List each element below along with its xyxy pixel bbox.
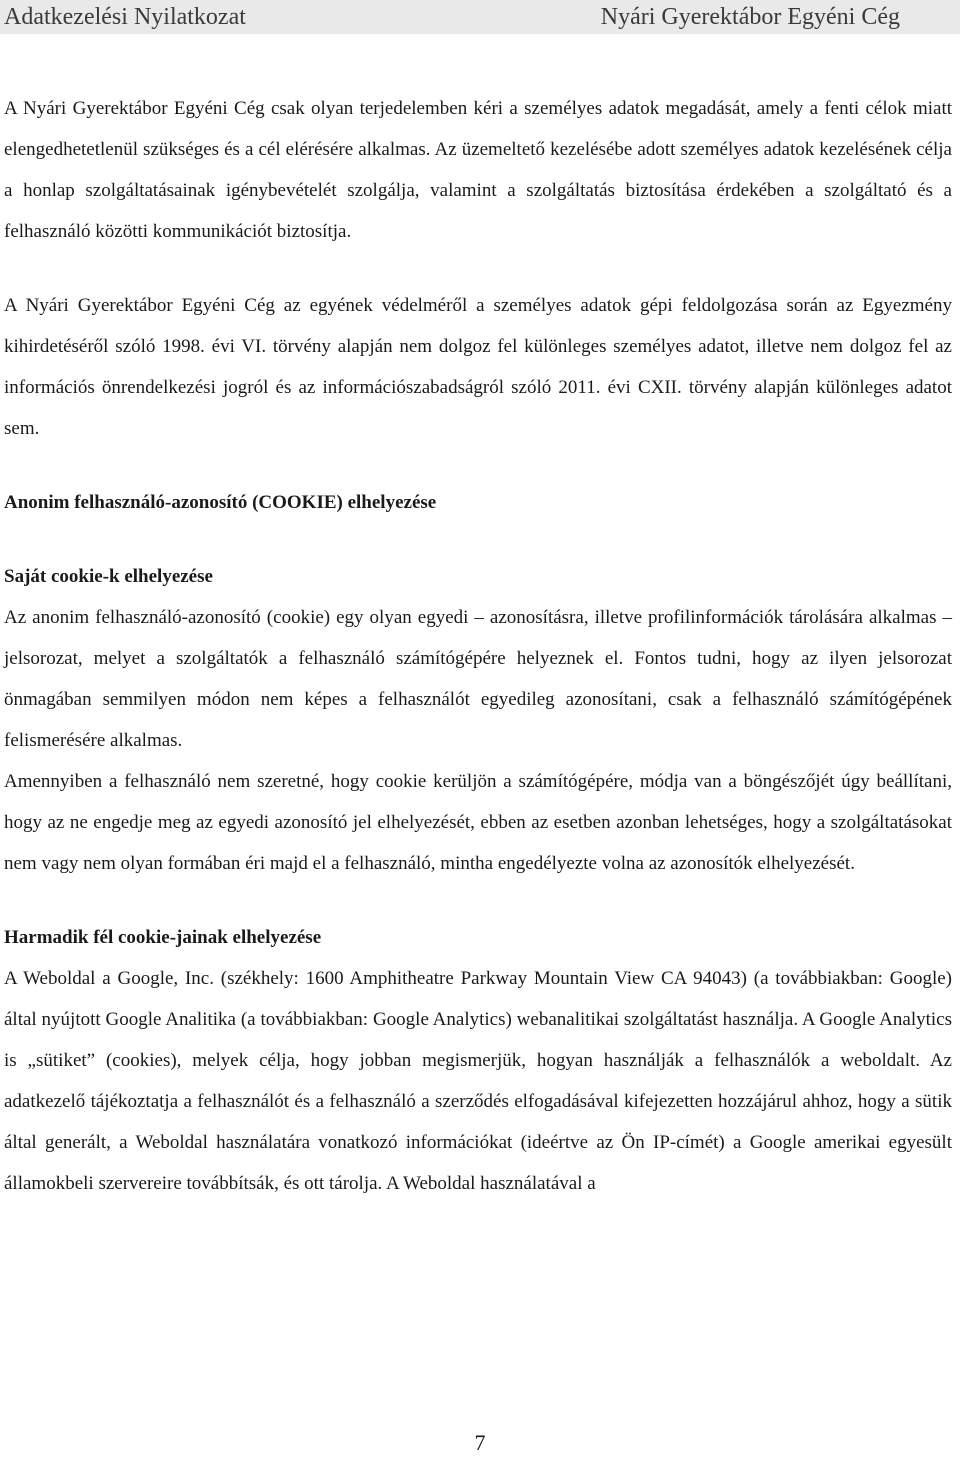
paragraph-google-analytics: A Weboldal a Google, Inc. (székhely: 1600 Amphitheatre Parkway Mountain View CA 94043) (a továbbiakban: Google) által nyújtott Google Analitika (a továbbiakban: Google Analytics) webanalitikai szolgáltatást használja. A Google Analytics is „sütiket” (cookies), melyek célja, hogy jobban megismerjük, hogyan használják a felhasználók a weboldalt. Az adatkezelő tájékoztatja a felhasználót és a felhasználó a szerződés elfogadásával kifejezetten hozzájárul ahhoz, hogy a sütik által generált, a Weboldal használatára vonatkozó információkat (ideértve az Ön IP-címét) a Google amerikai egyesült államokbeli szervereire továbbítsák, és ott tárolja. A Weboldal használatával a bbox=[4, 968, 952, 1194]
page-number: 7 bbox=[474, 1430, 486, 1455]
header-company-name: Nyári Gyerektábor Egyéni Cég bbox=[600, 3, 900, 30]
section-heading-cookie: Anonim felhasználó-azonosító (COOKIE) elhelyezése bbox=[4, 492, 437, 513]
document-body bbox=[4, 88, 952, 1204]
paragraph-data-scope: A Nyári Gyerektábor Egyéni Cég csak olyan terjedelemben kéri a személyes adatok megadását, amely a fenti célok miatt elengedhetetlenül szükséges és a cél elérésére alkalmas. Az üzemeltető kezelésébe adott személyes adatok kezelésének célja a honlap szolgáltatásainak igénybevételét szolgálja, valamint a szolgáltatás biztosítása érdekében a szolgáltató és a felhasználó közötti kommunikációt biztosítja. bbox=[4, 98, 952, 242]
paragraph-cookie-refusal: Amennyiben a felhasználó nem szeretné, hogy cookie kerüljön a számítógépére, módja van a böngészőjét úgy beállítani, hogy az ne engedje meg az egyedi azonosító jel elhelyezését, ebben az esetben azonban lehetséges, hogy a szolgáltatásokat nem vagy nem olyan formában éri majd el a felhasználó, mintha engedélyezte volna az azonosítók elhelyezését. bbox=[4, 771, 952, 874]
subheading-own-cookies: Saját cookie-k elhelyezése bbox=[4, 566, 213, 587]
header-document-title: Adatkezelési Nyilatkozat bbox=[4, 3, 246, 30]
paragraph-special-data: A Nyári Gyerektábor Egyéni Cég az egyének védelméről a személyes adatok gépi feldolgozása során az Egyezmény kihirdetéséről szóló 1998. évi VI. törvény alapján nem dolgoz fel különleges személyes adatot, illetve nem dolgoz fel az információs önrendelkezési jogról és az információszabadságról szóló 2011. évi CXII. törvény alapján különleges adatot sem. bbox=[4, 295, 952, 439]
paragraph-cookie-definition: Az anonim felhasználó-azonosító (cookie) egy olyan egyedi – azonosításra, illetve profilinformációk tárolására alkalmas – jelsorozat, melyet a szolgáltatók a felhasználó számítógépére helyeznek el. Fontos tudni, hogy az ilyen jelsorozat önmagában semmilyen módon nem képes a felhasználót egyedileg azonosítani, csak a felhasználó számítógépének felismerésére alkalmas. bbox=[4, 607, 952, 751]
running-header bbox=[0, 0, 960, 34]
subheading-third-party-cookies: Harmadik fél cookie-jainak elhelyezése bbox=[4, 927, 322, 948]
